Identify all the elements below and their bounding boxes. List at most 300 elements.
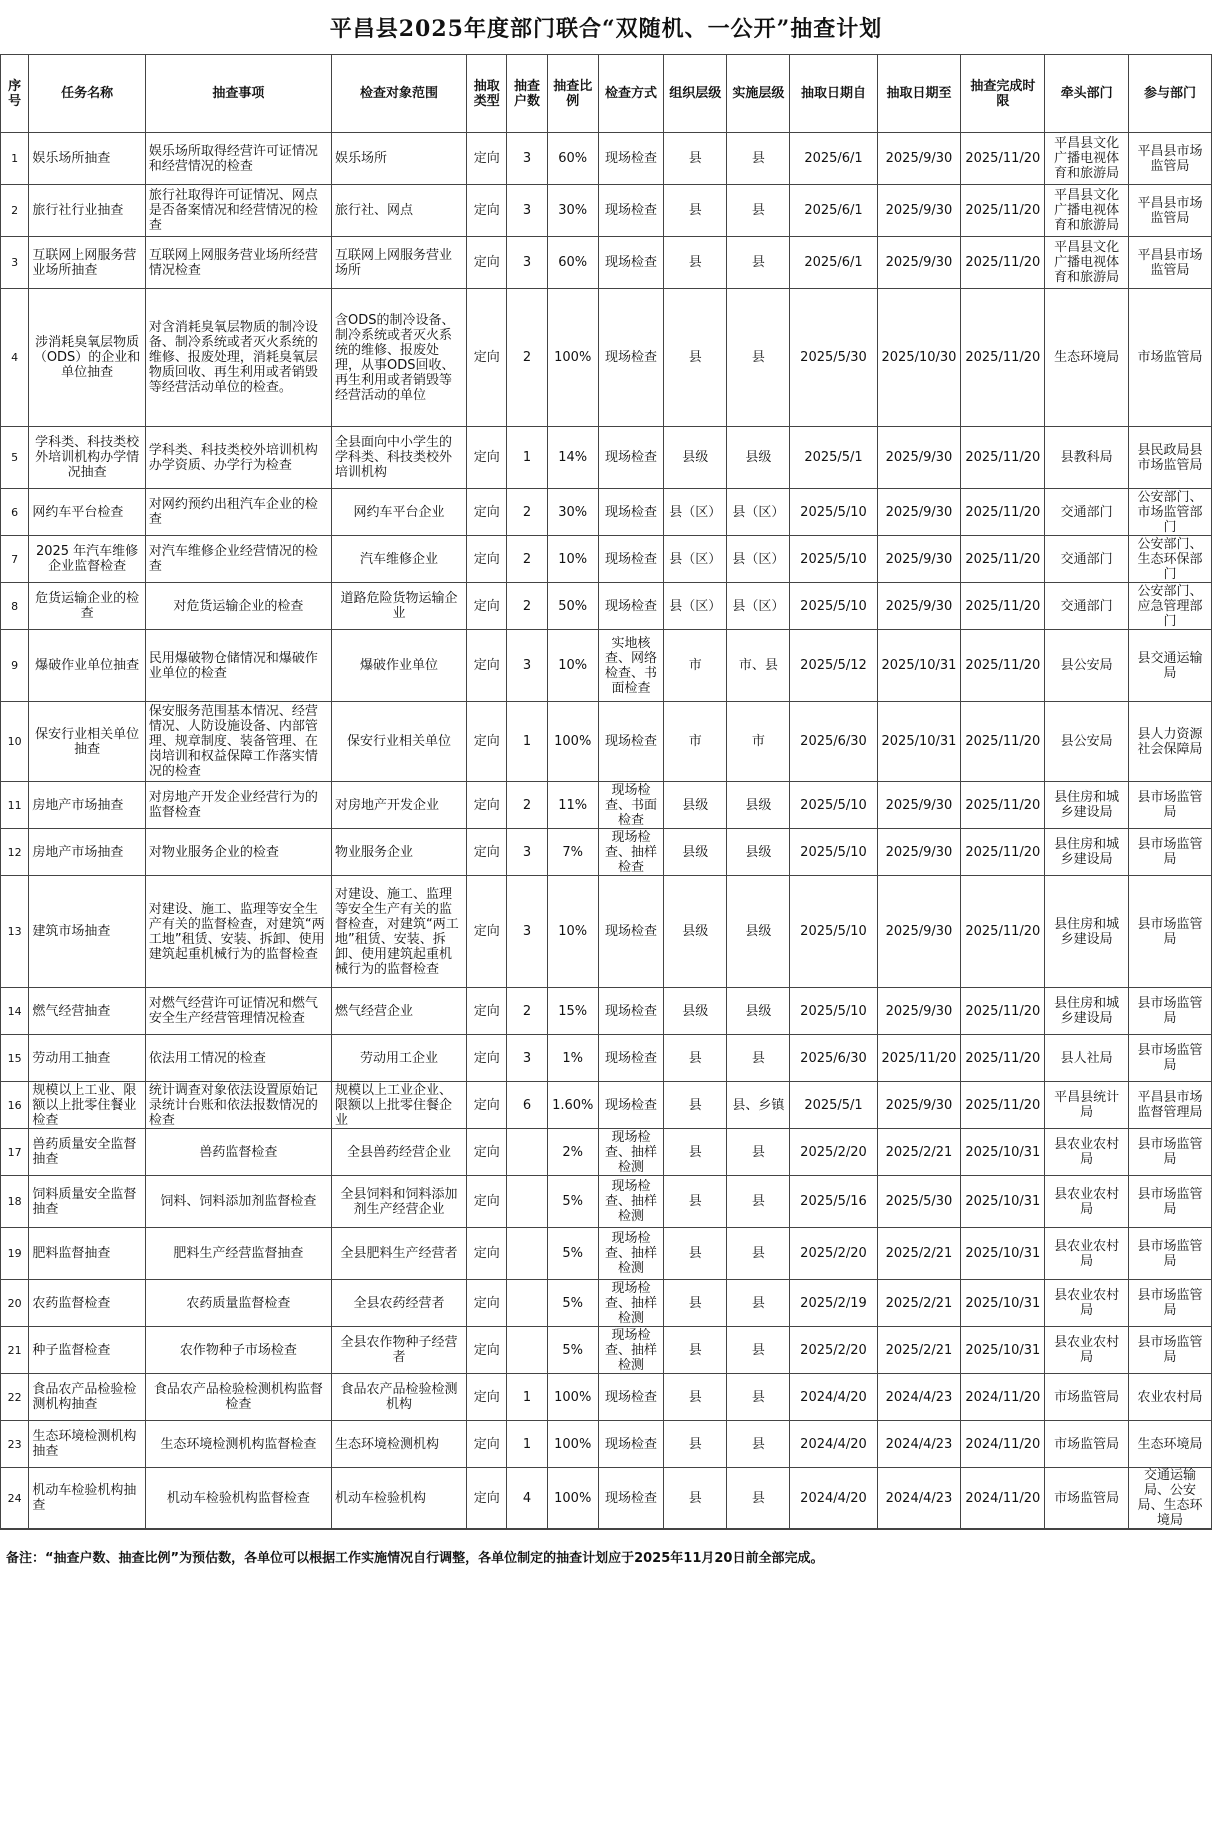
- cell-deadline: 2025/10/31: [961, 1327, 1045, 1374]
- cell-impl-level: 县（区）: [727, 536, 790, 583]
- cell-ratio: 5%: [547, 1176, 598, 1228]
- cell-inspection-item: 对房地产开发企业经营行为的监督检查: [145, 782, 331, 829]
- cell-method: 现场检查、书面检查: [598, 782, 663, 829]
- cell-partner-dept: 县市场监管局: [1129, 829, 1212, 876]
- cell-ratio: 60%: [547, 237, 598, 289]
- cell-impl-level: 市: [727, 702, 790, 782]
- cell-target-scope: 全县肥料生产经营者: [332, 1228, 467, 1280]
- cell-ratio: 1.60%: [547, 1082, 598, 1129]
- cell-lead-dept: 县公安局: [1045, 630, 1129, 702]
- cell-inspection-item: 对网约预约出租汽车企业的检查: [145, 489, 331, 536]
- cell-date-to: 2025/9/30: [877, 829, 961, 876]
- cell-lead-dept: 县公安局: [1045, 702, 1129, 782]
- table-row: [1, 185, 1212, 237]
- header-deadline: 抽查完成时限: [961, 55, 1045, 133]
- cell-task-name: 网约车平台检查: [29, 489, 146, 536]
- cell-lead-dept: 县农业农村局: [1045, 1228, 1129, 1280]
- cell-extract-type: 定向: [467, 988, 507, 1035]
- cell-seq: 2: [1, 185, 29, 237]
- table-row: [1, 702, 1212, 782]
- cell-date-from: 2024/4/20: [790, 1421, 877, 1468]
- table-row: [1, 988, 1212, 1035]
- inspection-plan-table: [0, 54, 1212, 1529]
- cell-count: 4: [507, 1468, 547, 1529]
- cell-org-level: 县: [664, 133, 727, 185]
- cell-org-level: 县（区）: [664, 489, 727, 536]
- cell-org-level: 县级: [664, 782, 727, 829]
- cell-date-to: 2025/10/31: [877, 702, 961, 782]
- cell-inspection-item: 对建设、施工、监理等安全生产有关的监督检查，对建筑“两工地”租赁、安装、拆卸、使用建筑起重机械行为的监督检查: [145, 876, 331, 988]
- cell-impl-level: 县: [727, 1468, 790, 1529]
- cell-deadline: 2025/11/20: [961, 1035, 1045, 1082]
- cell-partner-dept: 交通运输局、公安局、生态环境局: [1129, 1468, 1212, 1529]
- header-method: 检查方式: [598, 55, 663, 133]
- cell-date-to: 2025/9/30: [877, 489, 961, 536]
- cell-seq: 20: [1, 1280, 29, 1327]
- cell-extract-type: 定向: [467, 1228, 507, 1280]
- cell-org-level: 县（区）: [664, 536, 727, 583]
- cell-date-from: 2025/6/1: [790, 185, 877, 237]
- cell-impl-level: 县: [727, 289, 790, 427]
- cell-extract-type: 定向: [467, 133, 507, 185]
- cell-date-from: 2025/5/10: [790, 536, 877, 583]
- cell-impl-level: 县: [727, 133, 790, 185]
- cell-seq: 1: [1, 133, 29, 185]
- cell-partner-dept: 农业农村局: [1129, 1374, 1212, 1421]
- cell-partner-dept: 县民政局县市场监管局: [1129, 427, 1212, 489]
- cell-partner-dept: 县市场监管局: [1129, 782, 1212, 829]
- cell-deadline: 2024/11/20: [961, 1421, 1045, 1468]
- cell-deadline: 2025/11/20: [961, 237, 1045, 289]
- cell-partner-dept: 公安部门、生态环保部门: [1129, 536, 1212, 583]
- cell-date-to: 2024/4/23: [877, 1468, 961, 1529]
- cell-inspection-item: 机动车检验机构监督检查: [145, 1468, 331, 1529]
- cell-date-from: 2025/2/19: [790, 1280, 877, 1327]
- cell-org-level: 县级: [664, 876, 727, 988]
- cell-lead-dept: 市场监管局: [1045, 1468, 1129, 1529]
- cell-date-to: 2025/2/21: [877, 1280, 961, 1327]
- cell-org-level: 县: [664, 1228, 727, 1280]
- cell-method: 现场检查: [598, 1082, 663, 1129]
- cell-ratio: 7%: [547, 829, 598, 876]
- cell-seq: 10: [1, 702, 29, 782]
- cell-deadline: 2025/11/20: [961, 185, 1045, 237]
- cell-method: 现场检查: [598, 583, 663, 630]
- cell-impl-level: 县级: [727, 829, 790, 876]
- cell-target-scope: 互联网上网服务营业场所: [332, 237, 467, 289]
- cell-ratio: 11%: [547, 782, 598, 829]
- cell-extract-type: 定向: [467, 1327, 507, 1374]
- cell-target-scope: 物业服务企业: [332, 829, 467, 876]
- cell-count: 2: [507, 988, 547, 1035]
- cell-task-name: 饲料质量安全监督抽查: [29, 1176, 146, 1228]
- cell-inspection-item: 对燃气经营许可证情况和燃气安全生产经营管理情况检查: [145, 988, 331, 1035]
- cell-inspection-item: 依法用工情况的检查: [145, 1035, 331, 1082]
- cell-task-name: 兽药质量安全监督抽查: [29, 1129, 146, 1176]
- cell-count: 1: [507, 1421, 547, 1468]
- cell-extract-type: 定向: [467, 289, 507, 427]
- cell-impl-level: 县: [727, 185, 790, 237]
- cell-partner-dept: 公安部门、市场监管部门: [1129, 489, 1212, 536]
- cell-seq: 21: [1, 1327, 29, 1374]
- cell-date-from: 2025/5/10: [790, 829, 877, 876]
- cell-org-level: 县: [664, 185, 727, 237]
- cell-seq: 3: [1, 237, 29, 289]
- cell-extract-type: 定向: [467, 630, 507, 702]
- cell-date-from: 2025/5/10: [790, 876, 877, 988]
- cell-target-scope: 机动车检验机构: [332, 1468, 467, 1529]
- cell-seq: 7: [1, 536, 29, 583]
- header-extract-type: 抽取类型: [467, 55, 507, 133]
- cell-partner-dept: 县市场监管局: [1129, 1228, 1212, 1280]
- cell-lead-dept: 县农业农村局: [1045, 1176, 1129, 1228]
- table-row: [1, 489, 1212, 536]
- cell-ratio: 100%: [547, 1421, 598, 1468]
- table-row: [1, 1082, 1212, 1129]
- cell-partner-dept: 公安部门、应急管理部门: [1129, 583, 1212, 630]
- cell-impl-level: 县: [727, 1176, 790, 1228]
- cell-ratio: 5%: [547, 1228, 598, 1280]
- cell-partner-dept: 县市场监管局: [1129, 1176, 1212, 1228]
- cell-count: 3: [507, 185, 547, 237]
- cell-extract-type: 定向: [467, 427, 507, 489]
- cell-date-from: 2025/5/10: [790, 489, 877, 536]
- cell-count: 3: [507, 829, 547, 876]
- cell-method: 现场检查: [598, 289, 663, 427]
- table-row: [1, 630, 1212, 702]
- cell-target-scope: 全县农药经营者: [332, 1280, 467, 1327]
- cell-impl-level: 县级: [727, 876, 790, 988]
- cell-seq: 19: [1, 1228, 29, 1280]
- cell-lead-dept: 县农业农村局: [1045, 1327, 1129, 1374]
- cell-impl-level: 县: [727, 1374, 790, 1421]
- cell-target-scope: 对建设、施工、监理等安全生产有关的监督检查，对建筑“两工地”租赁、安装、拆卸、使用建筑起重机械行为的监督检查: [332, 876, 467, 988]
- cell-count: 3: [507, 630, 547, 702]
- table-row: [1, 536, 1212, 583]
- cell-method: 现场检查: [598, 536, 663, 583]
- header-seq: 序号: [1, 55, 29, 133]
- cell-partner-dept: 县市场监管局: [1129, 1327, 1212, 1374]
- cell-date-from: 2024/4/20: [790, 1374, 877, 1421]
- cell-seq: 22: [1, 1374, 29, 1421]
- cell-deadline: 2025/11/20: [961, 427, 1045, 489]
- cell-partner-dept: 市场监管局: [1129, 289, 1212, 427]
- cell-deadline: 2025/11/20: [961, 876, 1045, 988]
- cell-task-name: 2025 年汽车维修企业监督检查: [29, 536, 146, 583]
- cell-extract-type: 定向: [467, 1129, 507, 1176]
- cell-extract-type: 定向: [467, 1468, 507, 1529]
- cell-target-scope: 全县面向中小学生的学科类、科技类校外培训机构: [332, 427, 467, 489]
- cell-deadline: 2025/11/20: [961, 630, 1045, 702]
- cell-deadline: 2025/11/20: [961, 988, 1045, 1035]
- cell-lead-dept: 生态环境局: [1045, 289, 1129, 427]
- table-row: [1, 1228, 1212, 1280]
- cell-method: 现场检查: [598, 988, 663, 1035]
- cell-extract-type: 定向: [467, 185, 507, 237]
- table-row: [1, 1280, 1212, 1327]
- cell-count: 2: [507, 489, 547, 536]
- cell-date-to: 2025/9/30: [877, 583, 961, 630]
- cell-impl-level: 县（区）: [727, 489, 790, 536]
- cell-method: 现场检查、抽样检测: [598, 1228, 663, 1280]
- header-partner-dept: 参与部门: [1129, 55, 1212, 133]
- cell-task-name: 燃气经营抽查: [29, 988, 146, 1035]
- cell-org-level: 县级: [664, 829, 727, 876]
- cell-ratio: 5%: [547, 1327, 598, 1374]
- cell-task-name: 种子监督检查: [29, 1327, 146, 1374]
- cell-task-name: 学科类、科技类校外培训机构办学情况抽查: [29, 427, 146, 489]
- cell-target-scope: 全县兽药经营企业: [332, 1129, 467, 1176]
- cell-lead-dept: 县农业农村局: [1045, 1129, 1129, 1176]
- table-row: [1, 782, 1212, 829]
- header-date-to: 抽取日期至: [877, 55, 961, 133]
- cell-ratio: 10%: [547, 876, 598, 988]
- cell-task-name: 生态环境检测机构抽查: [29, 1421, 146, 1468]
- cell-inspection-item: 保安服务范围基本情况、经营情况、人防设施设备、内部管理、规章制度、装备管理、在岗培训和权益保障工作落实情况的检查: [145, 702, 331, 782]
- cell-ratio: 60%: [547, 133, 598, 185]
- cell-date-to: 2025/9/30: [877, 876, 961, 988]
- cell-org-level: 县: [664, 289, 727, 427]
- table-row: [1, 289, 1212, 427]
- cell-seq: 11: [1, 782, 29, 829]
- cell-count: [507, 1176, 547, 1228]
- cell-deadline: 2024/11/20: [961, 1374, 1045, 1421]
- cell-deadline: 2025/11/20: [961, 782, 1045, 829]
- cell-date-to: 2025/2/21: [877, 1228, 961, 1280]
- cell-date-to: 2025/9/30: [877, 782, 961, 829]
- cell-method: 现场检查: [598, 489, 663, 536]
- cell-task-name: 旅行社行业抽查: [29, 185, 146, 237]
- cell-deadline: 2025/10/31: [961, 1280, 1045, 1327]
- cell-ratio: 1%: [547, 1035, 598, 1082]
- table-row: [1, 1374, 1212, 1421]
- cell-seq: 15: [1, 1035, 29, 1082]
- cell-count: [507, 1129, 547, 1176]
- cell-impl-level: 县: [727, 1129, 790, 1176]
- cell-inspection-item: 民用爆破物仓储情况和爆破作业单位的检查: [145, 630, 331, 702]
- cell-org-level: 市: [664, 702, 727, 782]
- footnote: 备注：“抽查户数、抽查比例”为预估数，各单位可以根据工作实施情况自行调整，各单位制定的抽查计划应于2025年11月20日前全部完成。: [0, 1529, 1212, 1582]
- cell-method: 现场检查: [598, 1035, 663, 1082]
- cell-impl-level: 市、县: [727, 630, 790, 702]
- cell-lead-dept: 县教科局: [1045, 427, 1129, 489]
- cell-date-to: 2025/9/30: [877, 185, 961, 237]
- table-row: [1, 1129, 1212, 1176]
- cell-count: 3: [507, 237, 547, 289]
- cell-seq: 18: [1, 1176, 29, 1228]
- cell-date-from: 2024/4/20: [790, 1468, 877, 1529]
- cell-extract-type: 定向: [467, 583, 507, 630]
- cell-deadline: 2025/10/31: [961, 1228, 1045, 1280]
- cell-date-to: 2025/2/21: [877, 1327, 961, 1374]
- cell-task-name: 肥料监督抽查: [29, 1228, 146, 1280]
- cell-inspection-item: 食品农产品检验检测机构监督检查: [145, 1374, 331, 1421]
- cell-date-from: 2025/6/30: [790, 702, 877, 782]
- cell-count: 2: [507, 583, 547, 630]
- cell-task-name: 规模以上工业、限额以上批零住餐业检查: [29, 1082, 146, 1129]
- header-org-level: 组织层级: [664, 55, 727, 133]
- cell-ratio: 14%: [547, 427, 598, 489]
- cell-target-scope: 全县饲料和饲料添加剂生产经营企业: [332, 1176, 467, 1228]
- header-lead-dept: 牵头部门: [1045, 55, 1129, 133]
- cell-date-to: 2025/9/30: [877, 237, 961, 289]
- header-row: [1, 55, 1212, 133]
- cell-method: 现场检查、抽样检测: [598, 1176, 663, 1228]
- cell-lead-dept: 交通部门: [1045, 536, 1129, 583]
- cell-method: 现场检查、抽样检测: [598, 1280, 663, 1327]
- page-title: 平昌县2025年度部门联合“双随机、一公开”抽查计划: [329, 15, 883, 42]
- cell-method: 现场检查、抽样检测: [598, 1129, 663, 1176]
- cell-date-to: 2025/9/30: [877, 427, 961, 489]
- cell-task-name: 爆破作业单位抽查: [29, 630, 146, 702]
- cell-impl-level: 县: [727, 1327, 790, 1374]
- table-row: [1, 427, 1212, 489]
- cell-target-scope: 含ODS的制冷设备、制冷系统或者灭火系统的维修、报废处理，从事ODS回收、再生利用或者销毁等经营活动的单位: [332, 289, 467, 427]
- cell-lead-dept: 平昌县文化广播电视体育和旅游局: [1045, 237, 1129, 289]
- cell-date-from: 2025/5/12: [790, 630, 877, 702]
- cell-inspection-item: 娱乐场所取得经营许可证情况和经营情况的检查: [145, 133, 331, 185]
- cell-date-to: 2025/2/21: [877, 1129, 961, 1176]
- cell-lead-dept: 平昌县统计局: [1045, 1082, 1129, 1129]
- cell-extract-type: 定向: [467, 782, 507, 829]
- cell-impl-level: 县: [727, 1421, 790, 1468]
- cell-date-from: 2025/5/10: [790, 583, 877, 630]
- cell-date-to: 2025/10/30: [877, 289, 961, 427]
- cell-extract-type: 定向: [467, 1421, 507, 1468]
- cell-task-name: 房地产市场抽查: [29, 829, 146, 876]
- cell-lead-dept: 交通部门: [1045, 489, 1129, 536]
- cell-org-level: 县: [664, 1035, 727, 1082]
- cell-impl-level: 县级: [727, 427, 790, 489]
- table-row: [1, 876, 1212, 988]
- cell-target-scope: 全县农作物种子经营者: [332, 1327, 467, 1374]
- cell-target-scope: 燃气经营企业: [332, 988, 467, 1035]
- table-row: [1, 133, 1212, 185]
- cell-date-to: 2025/5/30: [877, 1176, 961, 1228]
- cell-task-name: 互联网上网服务营业场所抽查: [29, 237, 146, 289]
- cell-count: 1: [507, 702, 547, 782]
- cell-date-from: 2025/2/20: [790, 1129, 877, 1176]
- cell-method: 现场检查、抽样检测: [598, 1327, 663, 1374]
- cell-task-name: 娱乐场所抽查: [29, 133, 146, 185]
- table-row: [1, 1035, 1212, 1082]
- cell-deadline: 2025/11/20: [961, 133, 1045, 185]
- cell-lead-dept: 县人社局: [1045, 1035, 1129, 1082]
- cell-org-level: 县: [664, 1327, 727, 1374]
- cell-target-scope: 食品农产品检验检测机构: [332, 1374, 467, 1421]
- cell-method: 实地核查、网络检查、书面检查: [598, 630, 663, 702]
- cell-seq: 9: [1, 630, 29, 702]
- cell-count: 2: [507, 289, 547, 427]
- cell-deadline: 2025/10/31: [961, 1129, 1045, 1176]
- cell-inspection-item: 学科类、科技类校外培训机构办学资质、办学行为检查: [145, 427, 331, 489]
- header-impl-level: 实施层级: [727, 55, 790, 133]
- cell-inspection-item: 饲料、饲料添加剂监督检查: [145, 1176, 331, 1228]
- cell-target-scope: 旅行社、网点: [332, 185, 467, 237]
- cell-seq: 6: [1, 489, 29, 536]
- cell-ratio: 30%: [547, 489, 598, 536]
- cell-impl-level: 县（区）: [727, 583, 790, 630]
- cell-extract-type: 定向: [467, 489, 507, 536]
- cell-extract-type: 定向: [467, 237, 507, 289]
- cell-partner-dept: 县人力资源社会保障局: [1129, 702, 1212, 782]
- cell-date-from: 2025/2/20: [790, 1228, 877, 1280]
- cell-extract-type: 定向: [467, 1082, 507, 1129]
- cell-extract-type: 定向: [467, 876, 507, 988]
- cell-inspection-item: 对含消耗臭氧层物质的制冷设备、制冷系统或者灭火系统的维修、报废处理，消耗臭氧层物质回收、再生利用或者销毁等经营活动单位的检查。: [145, 289, 331, 427]
- table-row: [1, 1421, 1212, 1468]
- cell-lead-dept: 市场监管局: [1045, 1421, 1129, 1468]
- cell-task-name: 涉消耗臭氧层物质（ODS）的企业和单位抽查: [29, 289, 146, 427]
- header-ratio: 抽查比例: [547, 55, 598, 133]
- table-row: [1, 829, 1212, 876]
- cell-inspection-item: 对危货运输企业的检查: [145, 583, 331, 630]
- cell-inspection-item: 对汽车维修企业经营情况的检查: [145, 536, 331, 583]
- cell-ratio: 5%: [547, 1280, 598, 1327]
- cell-target-scope: 对房地产开发企业: [332, 782, 467, 829]
- cell-inspection-item: 旅行社取得许可证情况、网点是否备案情况和经营情况的检查: [145, 185, 331, 237]
- cell-date-from: 2025/5/16: [790, 1176, 877, 1228]
- cell-target-scope: 爆破作业单位: [332, 630, 467, 702]
- cell-lead-dept: 县住房和城乡建设局: [1045, 782, 1129, 829]
- cell-date-from: 2025/5/1: [790, 427, 877, 489]
- table-row: [1, 1176, 1212, 1228]
- cell-partner-dept: 平昌县市场监管局: [1129, 237, 1212, 289]
- cell-lead-dept: 县住房和城乡建设局: [1045, 829, 1129, 876]
- cell-lead-dept: 县农业农村局: [1045, 1280, 1129, 1327]
- cell-seq: 24: [1, 1468, 29, 1529]
- cell-seq: 14: [1, 988, 29, 1035]
- cell-org-level: 县级: [664, 427, 727, 489]
- cell-extract-type: 定向: [467, 1280, 507, 1327]
- cell-inspection-item: 兽药监督检查: [145, 1129, 331, 1176]
- cell-date-from: 2025/6/1: [790, 237, 877, 289]
- cell-date-from: 2025/6/1: [790, 133, 877, 185]
- cell-partner-dept: 县市场监管局: [1129, 988, 1212, 1035]
- cell-date-to: 2025/9/30: [877, 536, 961, 583]
- cell-lead-dept: 县住房和城乡建设局: [1045, 988, 1129, 1035]
- cell-method: 现场检查: [598, 1468, 663, 1529]
- cell-impl-level: 县级: [727, 988, 790, 1035]
- cell-impl-level: 县: [727, 1035, 790, 1082]
- cell-count: 3: [507, 876, 547, 988]
- cell-org-level: 县: [664, 1280, 727, 1327]
- cell-deadline: 2025/11/20: [961, 289, 1045, 427]
- cell-task-name: 机动车检验机构抽查: [29, 1468, 146, 1529]
- cell-date-from: 2025/6/30: [790, 1035, 877, 1082]
- cell-partner-dept: 县市场监管局: [1129, 1129, 1212, 1176]
- cell-task-name: 劳动用工抽查: [29, 1035, 146, 1082]
- cell-date-to: 2025/11/20: [877, 1035, 961, 1082]
- cell-target-scope: 生态环境检测机构: [332, 1421, 467, 1468]
- cell-org-level: 县: [664, 1129, 727, 1176]
- cell-date-from: 2025/2/20: [790, 1327, 877, 1374]
- cell-seq: 5: [1, 427, 29, 489]
- cell-org-level: 县: [664, 1082, 727, 1129]
- cell-target-scope: 娱乐场所: [332, 133, 467, 185]
- cell-method: 现场检查: [598, 1421, 663, 1468]
- cell-deadline: 2024/11/20: [961, 1468, 1045, 1529]
- cell-date-from: 2025/5/1: [790, 1082, 877, 1129]
- cell-count: [507, 1280, 547, 1327]
- cell-seq: 13: [1, 876, 29, 988]
- cell-date-to: 2024/4/23: [877, 1421, 961, 1468]
- cell-partner-dept: 生态环境局: [1129, 1421, 1212, 1468]
- header-task-name: 任务名称: [29, 55, 146, 133]
- cell-lead-dept: 市场监管局: [1045, 1374, 1129, 1421]
- cell-impl-level: 县: [727, 1228, 790, 1280]
- cell-ratio: 10%: [547, 536, 598, 583]
